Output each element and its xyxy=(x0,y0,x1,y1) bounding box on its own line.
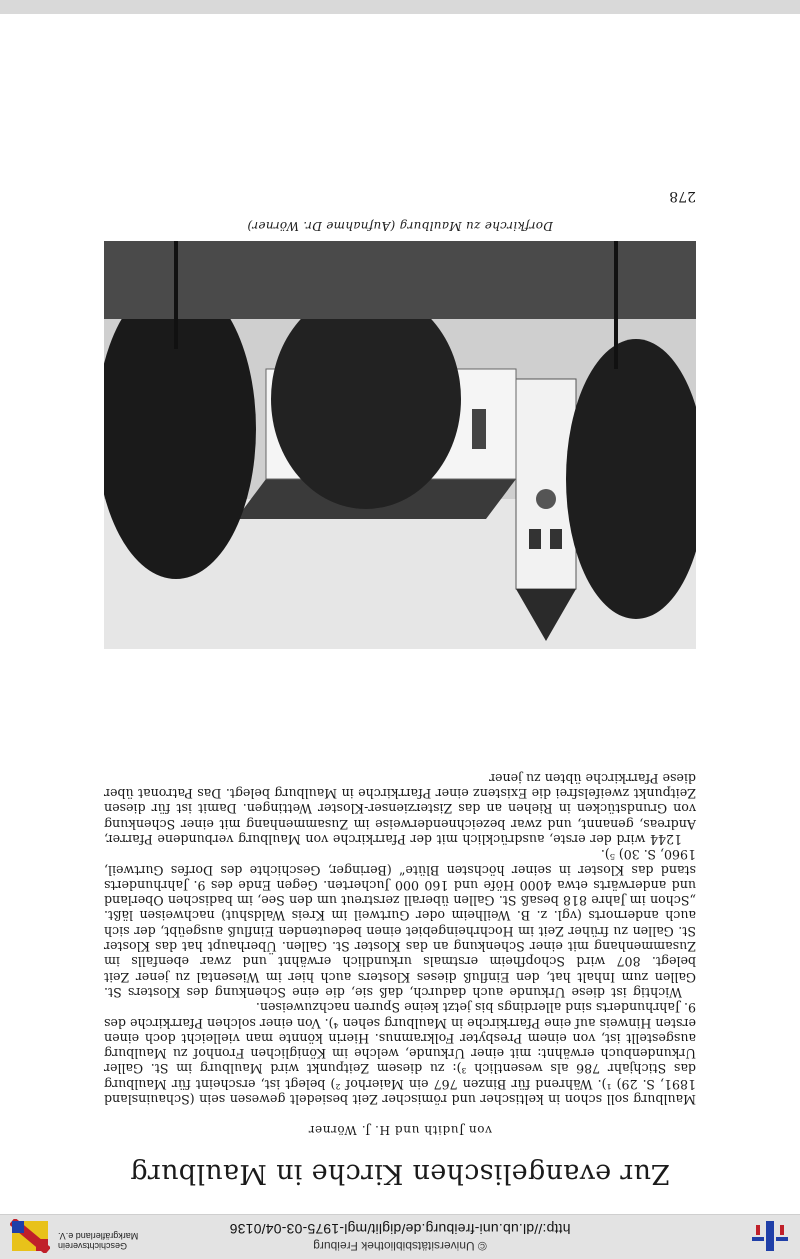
photo-caption: Dorfkirche zu Maulburg (Aufnahme Dr. Wörner) xyxy=(247,219,553,233)
society-crest-icon xyxy=(10,1219,50,1253)
article-title: Zur evangelischen Kirche in Maulburg xyxy=(129,1158,671,1189)
article-byline: von Judith und H. J. Wörner xyxy=(308,1123,492,1137)
library-credit: © Universitätsbibliothek Freiburg xyxy=(313,1239,487,1253)
paragraph-3: 1244 wird der erste, ausdrücklich mit der Pfarrkirche von Maulburg verbundene Pfarrer, Andreas, genannt, und zwar bezeichnenderweise im Zusammenhang mit einer Schenkung von Grundstücken in Riehen an das Zisterzienser-Kloster Wettingen. Damit ist für diesen Zeitpunkt zweifelsfrei die Existenz einer Pfarrkirche in Maulburg belegt. Das Patronat über diese Pfarrkirche übten zu jener xyxy=(104,770,696,847)
article-body xyxy=(104,770,696,1107)
viewer-header xyxy=(0,1214,800,1259)
document-url-link[interactable]: http://dl.ub.uni-freiburg.de/diglit/mgl-1975-03-04/0136 xyxy=(229,1221,571,1237)
university-logo-icon xyxy=(752,1221,788,1251)
paragraph-1: Maulburg soll schon in keltischer und römischer Zeit besiedelt gewesen sein (Schauinsland 1891, S. 29) ¹). Während für Binzen 767 ein Maierhof ²) belegt ist, erscheint für Maulburg das Stichjahr 786 als wesentlich ³): zu diesem Zeitpunkt wird Maulburg im St. Galler Urkundenbuch erwähnt: mit einer Urkunde, welche im Königlichen Fronhof zu Maulburg ausgestellt ist, von einem Presbyter Folkramnus. Hierin könnte man vielleicht doch einen ersten Hinweis auf eine Pfarrkirche in Maulburg sehen ⁴). Von einer solchen Pfarrkirche des 9. Jahrhunderts sind allerdings bis jetzt keine Spuren nachzuweisen. xyxy=(104,1000,696,1107)
page-number: 278 xyxy=(669,188,696,204)
society-line-1: Geschichtsverein xyxy=(58,1241,128,1251)
society-line-2: Markgräflerland e.V. xyxy=(58,1231,139,1241)
church-photo xyxy=(104,241,696,649)
paragraph-2: Wichtig ist diese Urkunde auch dadurch, daß sie, die eine Schenkung des Klosters St. Gallen zum Inhalt hat, den Einfluß dieses Klosters auch hier im Wiesental zu jener Zeit belegt. 807 wird Schopfheim erstmals urkundlich erwähnt und zwar ebenfalls im Zusammenhang mit einer Schenkung an das Kloster St. Gallen. Überhaupt hat das Kloster St. Gallen zu früher Zeit im Hochrheingebiet einen bedeutenden Einfluß ausgeübt, der sich auch andernorts (vgl. z. B. Weilheim oder Gurtweil im Kreis Waldshut) nachweisen läßt. „Schon im Jahre 818 besaß St. Gallen überall zerstreut um den See, im badischen Oberland und anderwärts etwa 4000 Höfe und 160 000 Jucherten. Gegen Ende des 9. Jahrhunderts stand das Kloster in seiner höchsten Blüte“ (Beringer, Geschichte des Dorfes Gurtweil, 1960, S. 30) ⁵). xyxy=(104,847,696,1000)
